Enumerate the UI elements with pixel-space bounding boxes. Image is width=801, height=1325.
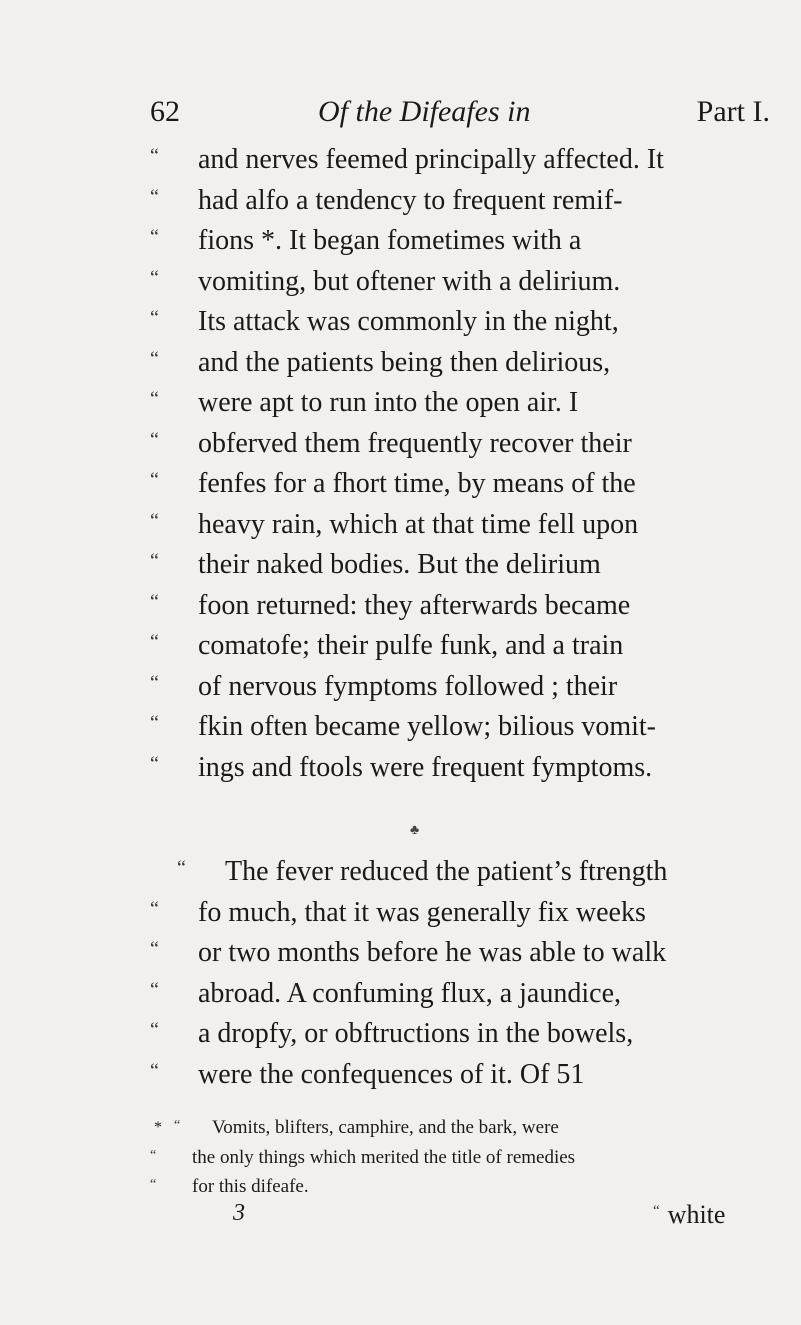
line-text: heavy rain, which at that time fell upon (198, 508, 639, 540)
line-text: for this difeafe. (192, 1176, 309, 1197)
line-text: fo much, that it was generally fix weeks (198, 896, 646, 928)
text-line (150, 626, 780, 667)
quote-mark: “ (150, 145, 159, 167)
quote-mark: “ (150, 550, 159, 572)
line-text: fkin often became yellow; bilious vomit- (198, 711, 657, 742)
line-text: were the confequences of it. Of 51 (198, 1058, 585, 1090)
quote-mark: “ (150, 590, 159, 613)
line-text: The fever reduced the patient’s ftrength (225, 856, 668, 887)
text-line (150, 383, 780, 424)
quote-mark: “ (150, 1019, 159, 1041)
text-line (150, 893, 780, 934)
text-line (150, 302, 780, 343)
running-head (150, 95, 770, 139)
line-text: or two months before he was able to walk (198, 937, 667, 968)
text-line (150, 707, 780, 748)
quote-mark: “ (150, 1177, 157, 1192)
signature-mark: 3 (233, 1200, 245, 1226)
quote-mark: “ (150, 226, 159, 248)
quote-mark: “ (174, 1118, 181, 1133)
quote-mark: “ (150, 185, 159, 208)
quote-mark: “ (150, 897, 159, 920)
text-line (150, 343, 780, 384)
quote-mark: “ (150, 978, 159, 1001)
text-line (150, 545, 780, 586)
footnote (150, 1113, 780, 1202)
line-text: the only things which merited the title of remedies (192, 1146, 576, 1168)
quote-mark: “ (150, 347, 159, 370)
line-text: fenfes for a fhort time, by means of the (198, 468, 636, 499)
text-line (150, 505, 780, 546)
text-line (150, 1014, 780, 1055)
running-title: Of the Difeafes in (318, 95, 531, 128)
quote-mark: “ (150, 266, 159, 289)
text-line (150, 262, 780, 303)
text-line (150, 424, 780, 465)
text-line (150, 974, 780, 1015)
quote-mark: “ (150, 1147, 157, 1163)
part-label: Part I. (696, 95, 770, 128)
line-text: had alfo a tendency to frequent remif- (198, 184, 623, 216)
quote-mark: “ (150, 307, 159, 329)
text-line (150, 933, 780, 974)
footnote-line (150, 1172, 780, 1202)
paragraph-two (150, 852, 780, 1095)
catchword (653, 1200, 725, 1230)
line-text: their naked bodies. But the delirium (198, 549, 601, 580)
line-text: and the patients being then delirious, (198, 346, 611, 378)
text-line (150, 464, 780, 505)
text-line (150, 748, 780, 789)
catchword-text: white (667, 1200, 726, 1229)
line-text: ings and ftools were frequent fymptoms. (198, 751, 653, 783)
text-line (150, 586, 780, 627)
quote-mark: “ (653, 1203, 660, 1219)
footnote-line (150, 1143, 780, 1173)
quote-mark: “ (150, 509, 159, 532)
line-text: abroad. A confuming flux, a jaundice, (198, 977, 621, 1009)
page-footer (150, 1200, 780, 1240)
line-text: foon returned: they afterwards became (198, 589, 631, 621)
quote-mark: “ (150, 428, 159, 451)
footnote-line (150, 1113, 780, 1143)
line-text: and nerves feemed principally affected. It (198, 144, 664, 175)
line-text: vomiting, but oftener with a delirium. (198, 265, 621, 297)
page-number: 62 (150, 95, 180, 128)
quote-mark: “ (150, 388, 159, 410)
quote-mark: “ (150, 938, 159, 960)
quote-mark: “ (150, 671, 159, 694)
text-line (150, 181, 780, 222)
line-text: Its attack was commonly in the night, (198, 306, 619, 337)
quote-mark: “ (150, 752, 159, 775)
text-line (150, 667, 780, 708)
line-text: of nervous fymptoms followed ; their (198, 670, 618, 702)
quote-mark: “ (150, 469, 159, 491)
text-line (150, 852, 780, 893)
line-text: comatofe; their pulfe funk, and a train (198, 630, 624, 661)
text-line (150, 140, 780, 181)
line-text: obferved them frequently recover their (198, 427, 632, 459)
quote-mark: “ (150, 631, 159, 653)
line-text: fions *. It began fometimes with a (198, 225, 582, 256)
quote-mark: “ (177, 857, 186, 879)
footnote-star: * (154, 1119, 162, 1136)
text-line (150, 221, 780, 262)
quote-mark: “ (150, 712, 159, 734)
paragraph-one (150, 140, 780, 788)
line-text: Vomits, blifters, camphire, and the bark, were (212, 1117, 559, 1138)
text-line (150, 1055, 780, 1096)
section-ornament: ♣ (410, 823, 420, 838)
line-text: were apt to run into the open air. I (198, 387, 579, 418)
quote-mark: “ (150, 1059, 159, 1082)
line-text: a dropfy, or obftructions in the bowels, (198, 1018, 634, 1049)
